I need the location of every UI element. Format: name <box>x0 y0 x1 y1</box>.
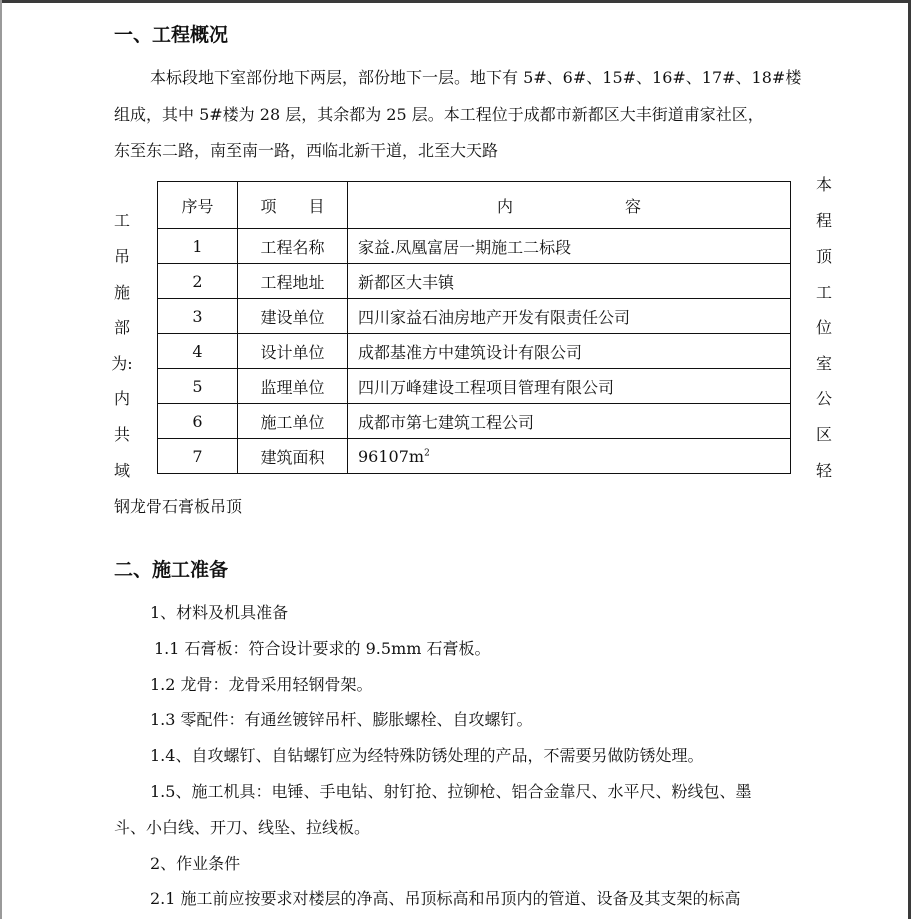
side-left-char: 部 <box>113 318 130 337</box>
row-content: 四川家益石油房地产开发有限责任公司 <box>348 299 791 334</box>
side-left-char: 工 <box>113 211 130 230</box>
table-row <box>158 334 791 369</box>
project-info-table <box>157 181 791 474</box>
item-1-5-cont: 斗、小白线、开刀、线坠、拉线板。 <box>114 818 371 837</box>
intro-line-1: 本标段地下室部份地下两层，部份地下一层。地下有 5#、6#、15#、16#、17#、18#楼 <box>150 68 802 87</box>
table-header-row <box>158 182 791 229</box>
area-value: 96107m <box>358 446 425 466</box>
table-row <box>158 264 791 299</box>
area-unit-superscript: 2 <box>424 448 430 459</box>
row-item: 监理单位 <box>238 369 348 404</box>
row-content: 成都基准方中建筑设计有限公司 <box>348 334 791 369</box>
sub-heading-conditions: 2、作业条件 <box>150 854 241 873</box>
wrap-line: 钢龙骨石膏板吊顶 <box>114 497 243 516</box>
row-item: 设计单位 <box>238 334 348 369</box>
section1-heading: 一、工程概况 <box>114 24 229 46</box>
row-item: 施工单位 <box>238 404 348 439</box>
side-left-char: 域 <box>113 461 130 480</box>
side-right-char: 程 <box>815 211 832 230</box>
item-2-1: 2.1 施工前应按要求对楼层的净高、吊顶标高和吊顶内的管道、设备及其支架的标高 <box>150 889 741 908</box>
item-1-4: 1.4、自攻螺钉、自钻螺钉应为经特殊防锈处理的产品，不需要另做防锈处理。 <box>150 746 704 765</box>
side-left-char: 吊 <box>113 247 130 266</box>
item-1-2: 1.2 龙骨：龙骨采用轻钢骨架。 <box>150 675 373 694</box>
table-row <box>158 404 791 439</box>
row-no: 3 <box>158 299 238 334</box>
window-top-border <box>0 0 911 3</box>
row-no: 5 <box>158 369 238 404</box>
row-no: 1 <box>158 229 238 264</box>
row-no: 6 <box>158 404 238 439</box>
section2-heading: 二、施工准备 <box>114 559 229 581</box>
row-content: 四川万峰建设工程项目管理有限公司 <box>348 369 791 404</box>
header-content: 内 容 <box>348 182 791 229</box>
side-right-char: 工 <box>815 283 832 302</box>
intro-line-3: 东至东二路，南至南一路，西临北新干道，北至大天路 <box>114 141 499 160</box>
side-left-char: 共 <box>113 425 130 444</box>
item-1-1: 1.1 石膏板：符合设计要求的 9.5mm 石膏板。 <box>154 639 491 658</box>
side-left-char: 施 <box>113 283 130 302</box>
side-right-char: 室 <box>815 354 832 373</box>
side-right-char: 轻 <box>815 461 832 480</box>
side-right-char: 本 <box>815 175 832 194</box>
table-row <box>158 229 791 264</box>
row-no: 2 <box>158 264 238 299</box>
row-content: 家益.凤凰富居一期施工二标段 <box>348 229 791 264</box>
table-row <box>158 299 791 334</box>
table-row <box>158 439 791 474</box>
row-content-area <box>348 439 791 474</box>
intro-line-2: 组成，其中 5#楼为 28 层，其余都为 25 层。本工程位于成都市新都区大丰街道甫家社区， <box>114 105 764 124</box>
item-1-5: 1.5、施工机具：电锤、手电钻、射钉抢、拉铆枪、铝合金靠尺、水平尺、粉线包、墨 <box>150 782 752 801</box>
row-content: 成都市第七建筑工程公司 <box>348 404 791 439</box>
row-item: 建筑面积 <box>238 439 348 474</box>
window-left-border <box>0 0 2 919</box>
side-left-char: 为: <box>111 354 133 373</box>
row-no: 7 <box>158 439 238 474</box>
row-item: 工程名称 <box>238 229 348 264</box>
table-row <box>158 369 791 404</box>
item-1-3: 1.3 零配件：有通丝镀锌吊杆、膨胀螺栓、自攻螺钉。 <box>150 710 533 729</box>
row-no: 4 <box>158 334 238 369</box>
row-item: 工程地址 <box>238 264 348 299</box>
row-item: 建设单位 <box>238 299 348 334</box>
side-right-char: 区 <box>815 425 832 444</box>
header-no: 序号 <box>158 182 238 229</box>
row-content: 新都区大丰镇 <box>348 264 791 299</box>
header-item: 项 目 <box>238 182 348 229</box>
side-left-char: 内 <box>113 389 130 408</box>
side-right-char: 位 <box>815 318 832 337</box>
sub-heading-materials: 1、材料及机具准备 <box>150 603 289 622</box>
side-right-char: 顶 <box>815 247 832 266</box>
side-right-char: 公 <box>815 389 832 408</box>
